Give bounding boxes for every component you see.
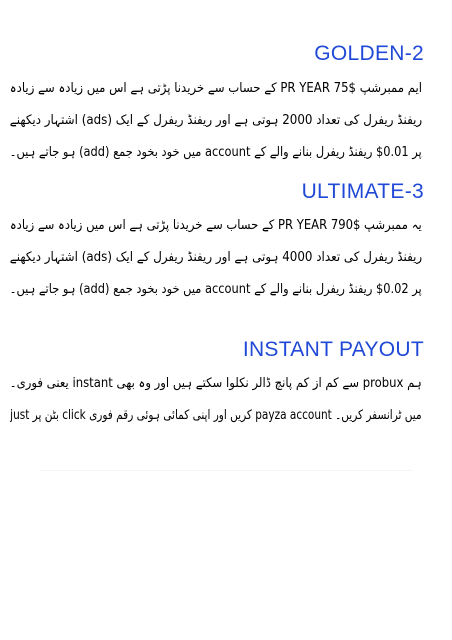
golden-2-line-2: ریفنڈ ریفرل کی تعداد 2000 ہوتی ہے اور ریفنڈ ریفرل کے ایک (ads) اشتہار دیکھنے bbox=[9, 113, 422, 128]
golden-2-line-1: ایم ممبرشپ PR YEAR 75$ کے حساب سے خریدنا پڑتی ہے اس میں زیادہ سے زیادہ bbox=[9, 81, 422, 96]
ultimate-3-heading: ULTIMATE-3 bbox=[301, 180, 424, 203]
instant-payout-heading: INSTANT PAYOUT bbox=[242, 338, 424, 361]
faint-divider bbox=[40, 470, 412, 471]
golden-2-line-3: پر 0.01$ ریفنڈ ریفرل بنانے والے کے account میں خود بخود جمع (add) ہو جاتے ہیں۔ bbox=[10, 145, 422, 160]
ultimate-3-line-3: پر 0.02$ ریفنڈ ریفرل بنانے والے کے account میں خود بخود جمع (add) ہو جاتے ہیں۔ bbox=[10, 282, 422, 297]
ultimate-3-line-1: یہ ممبرشپ PR YEAR 790$ کے حساب سے خریدنا پڑتی ہے اس میں زیادہ سے زیادہ bbox=[10, 218, 422, 233]
ultimate-3-line-2: ریفنڈ ریفرل کی تعداد 4000 ہوتی ہے اور ریفنڈ ریفرل کے ایک (ads) اشتہار دیکھنے bbox=[9, 250, 422, 265]
instant-payout-line-1: ہم probux سے کم از کم پانچ ڈالر نکلوا سکتے ہیں اور وہ بھی instant یعنی فوری۔ bbox=[10, 376, 422, 391]
golden-2-heading: GOLDEN-2 bbox=[314, 42, 424, 65]
instant-payout-line-2: just بٹن پر click کریں اور اپنی کمائی ہوئی رقم فوری payza account میں ٹرانسفر کریں۔ bbox=[10, 408, 422, 423]
